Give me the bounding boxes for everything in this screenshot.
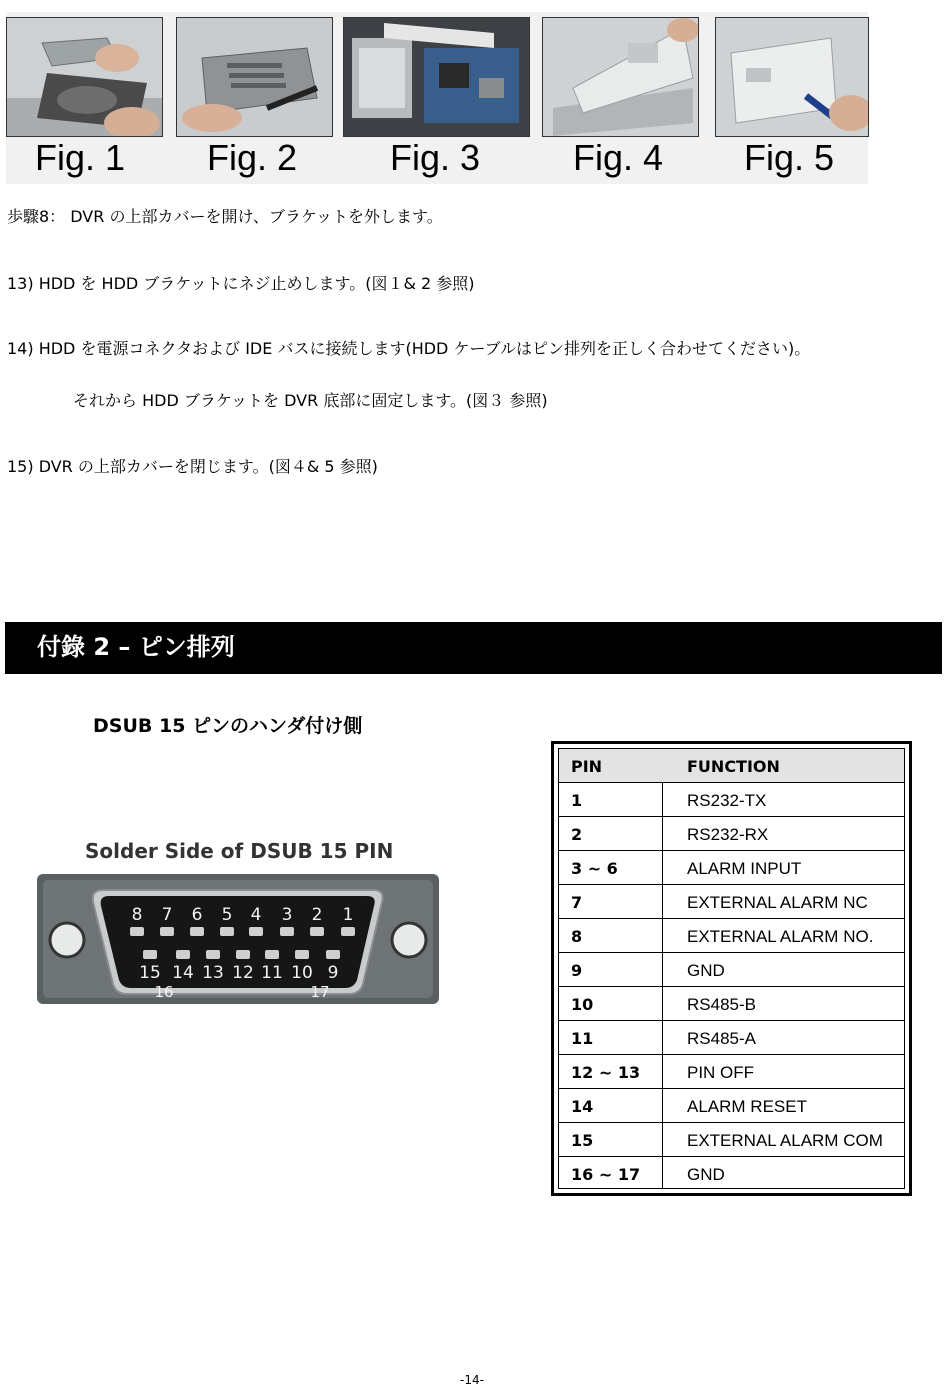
pin-label-top: 1: [342, 905, 354, 925]
figure-5-caption: Fig. 5: [744, 137, 835, 178]
pin-number: 12 ~ 13: [571, 1063, 641, 1082]
header-function: FUNCTION: [687, 757, 780, 776]
pin-contact: [190, 927, 204, 936]
appendix-title: 付錄 2 – ピン排列: [37, 633, 235, 661]
pin-number: 14: [571, 1097, 594, 1116]
dsub15-connector-illustration: [33, 832, 443, 1010]
pin-contact: [220, 927, 234, 936]
pin-contact: [206, 950, 220, 959]
pin-label-top: 7: [161, 905, 173, 925]
pin-function: GND: [687, 961, 725, 980]
table-row: [559, 851, 904, 885]
pin-label-top: 8: [131, 905, 143, 925]
pin-label-bottom: 12: [232, 963, 254, 983]
pin-number: 2: [571, 825, 583, 844]
table-row: [559, 987, 904, 1021]
pin-label-top: 5: [221, 905, 233, 925]
connector-label: Solder Side of DSUB 15 PIN: [85, 839, 394, 863]
appendix-section-bar: [5, 622, 942, 674]
pin-label-bottom: 9: [327, 963, 339, 983]
pin-contact: [280, 927, 294, 936]
table-header-row: [559, 749, 904, 783]
table-row: [559, 1055, 904, 1089]
instruction-step-14-continued: それから HDD ブラケットを DVR 底部に固定します。(図３ 参照): [73, 391, 548, 410]
pin-number: 1: [571, 791, 583, 810]
figure-2-photo: [176, 17, 333, 137]
pin-number: 7: [571, 893, 583, 912]
pin-label-top: 4: [250, 905, 262, 925]
pin-number: 11: [571, 1029, 594, 1048]
pin-contact: [130, 927, 144, 936]
pin-label-bottom: 10: [291, 963, 313, 983]
pin-contact: [160, 927, 174, 936]
pin-contact: [310, 927, 324, 936]
instruction-step-13: 13) HDD を HDD ブラケットにネジ止めします。(図１& 2 参照): [7, 274, 475, 293]
page-number: -14-: [460, 1373, 484, 1387]
pin-number: 10: [571, 995, 594, 1014]
pin-number: 16 ~ 17: [571, 1165, 641, 1184]
pin-function: ALARM RESET: [687, 1097, 807, 1116]
pin-number: 8: [571, 927, 583, 946]
pin-label-top: 2: [311, 905, 323, 925]
pin-label-top: 6: [191, 905, 203, 925]
connector-subtitle: DSUB 15 ピンのハンダ付け側: [93, 715, 363, 737]
figure-4-photo: [542, 17, 699, 137]
pin-function: PIN OFF: [687, 1063, 755, 1082]
figure-5-photo: [715, 17, 869, 137]
figure-1-caption: Fig. 1: [35, 137, 126, 178]
pin-contact: [236, 950, 250, 959]
pin-number: 9: [571, 961, 583, 980]
pin-function-table: [551, 741, 912, 1196]
pin-label-bottom: 13: [202, 963, 224, 983]
pin-function: GND: [687, 1165, 725, 1184]
table-row: [559, 1089, 904, 1123]
pin-function: RS232-RX: [687, 825, 769, 844]
figure-strip: [6, 12, 868, 184]
figure-3-caption: Fig. 3: [390, 137, 481, 178]
figure-4-caption: Fig. 4: [573, 137, 664, 178]
pin-function: RS485-B: [687, 995, 756, 1014]
pin-contact: [249, 927, 263, 936]
table-row: [559, 953, 904, 987]
instruction-step-14: 14) HDD を電源コネクタおよび IDE バスに接続します(HDD ケーブルはピン排列を正しく合わせてください)。: [7, 339, 811, 358]
pin-label-bottom: 15: [139, 963, 161, 983]
table-row: [559, 1021, 904, 1055]
shell-label-left: 16: [154, 983, 174, 1001]
figure-1-photo: [6, 17, 163, 137]
shell-label-right: 17: [310, 983, 330, 1001]
pin-contact: [295, 950, 309, 959]
pin-function: EXTERNAL ALARM NO.: [687, 927, 874, 946]
pin-function: EXTERNAL ALARM NC: [687, 893, 868, 912]
pin-contact: [176, 950, 190, 959]
pin-function: ALARM INPUT: [687, 859, 802, 878]
pin-label-top: 3: [281, 905, 293, 925]
instruction-step-8: 歩驟8： DVR の上部カバーを開け、ブラケットを外します。: [7, 207, 443, 226]
figure-2-caption: Fig. 2: [207, 137, 298, 178]
pin-label-bottom: 14: [172, 963, 194, 983]
table-row: [559, 885, 904, 919]
pin-function: RS485-A: [687, 1029, 756, 1048]
table-row: [559, 817, 904, 851]
pin-contact: [341, 927, 355, 936]
instruction-step-15: 15) DVR の上部カバーを閉じます。(図４& 5 参照): [7, 457, 378, 476]
table-row: [559, 783, 904, 817]
table-row: [559, 1157, 904, 1191]
pin-number: 3 ~ 6: [571, 859, 618, 878]
table-row: [559, 1123, 904, 1157]
pin-contact: [143, 950, 157, 959]
table-row: [559, 919, 904, 953]
pin-contact: [326, 950, 340, 959]
pin-function: RS232-TX: [687, 791, 767, 810]
pin-contact: [265, 950, 279, 959]
pin-number: 15: [571, 1131, 594, 1150]
figure-3-photo: [343, 17, 530, 137]
pin-function: EXTERNAL ALARM COM: [687, 1131, 883, 1150]
header-pin: PIN: [571, 757, 603, 776]
pin-label-bottom: 11: [261, 963, 283, 983]
